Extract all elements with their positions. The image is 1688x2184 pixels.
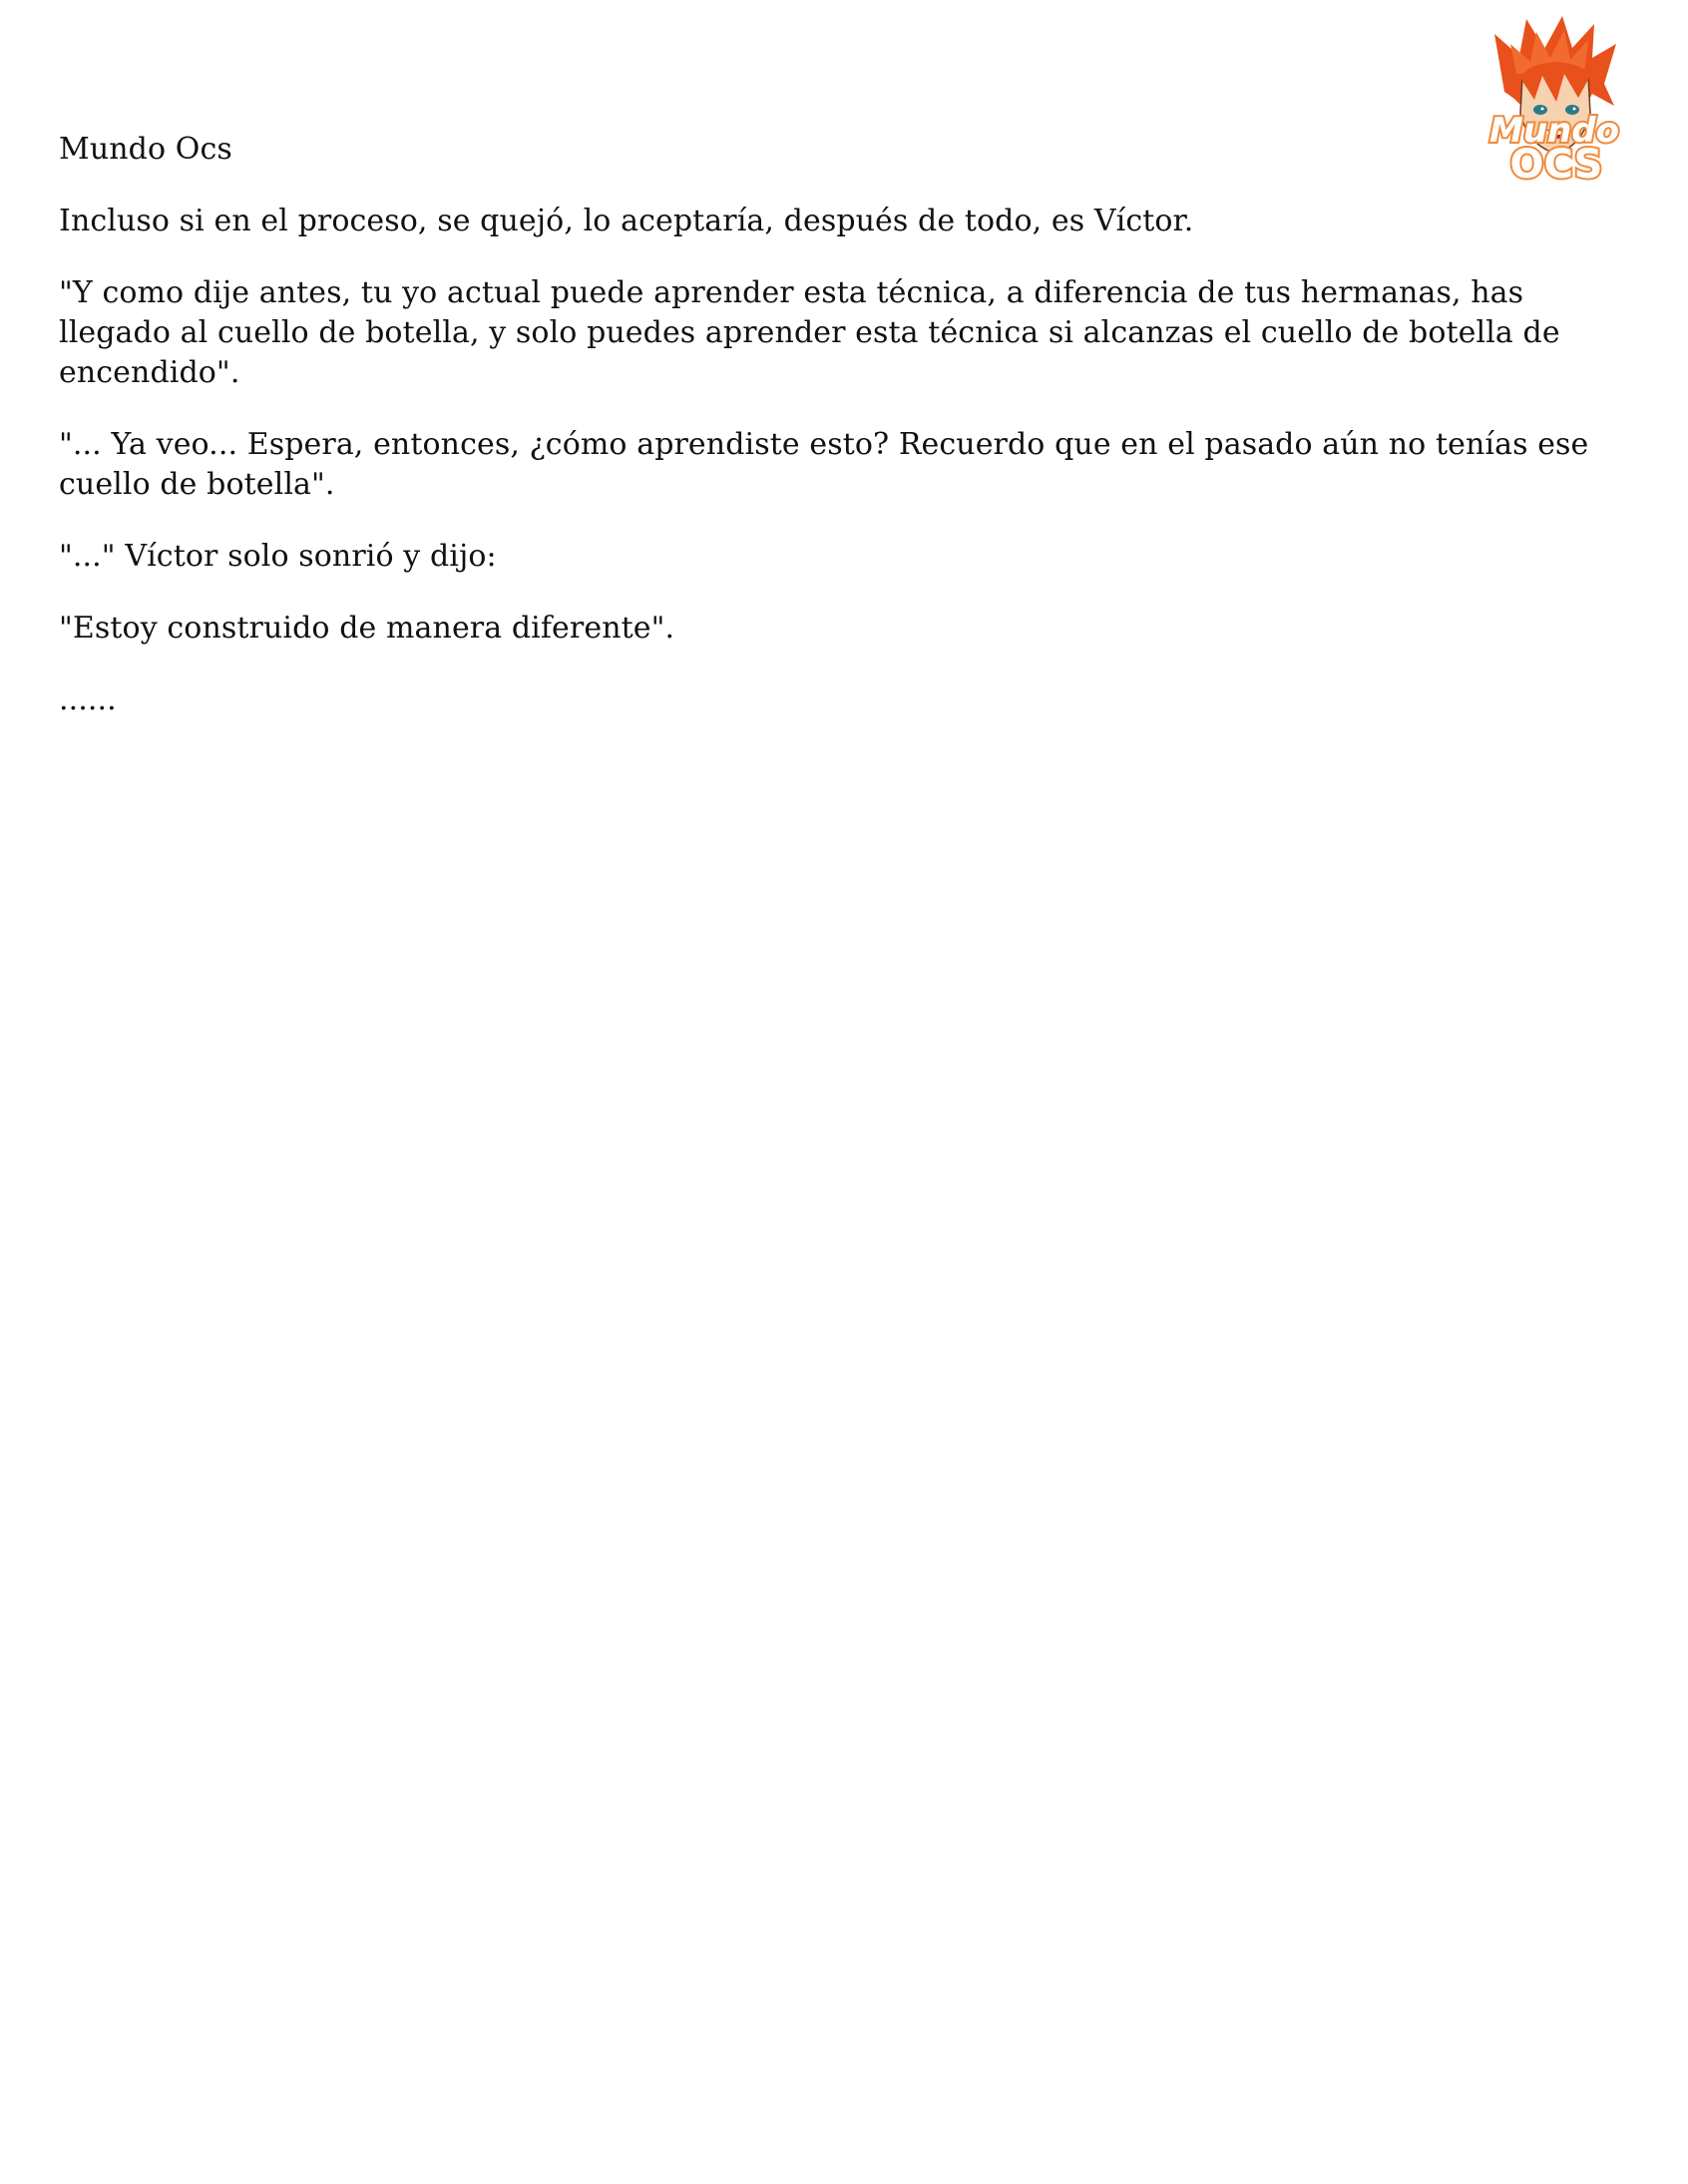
paragraph-1: Incluso si en el proceso, se quejó, lo aceptaría, después de todo, es Víctor. xyxy=(59,204,1194,238)
logo-text-line2: OCS xyxy=(1509,142,1603,188)
paragraph-5: "Estoy construido de manera diferente". xyxy=(59,611,675,646)
logo-text-line1: Mundo xyxy=(1489,111,1619,151)
paragraph-6: ...... xyxy=(59,682,117,717)
document-body xyxy=(59,130,1635,752)
paragraph-2: "Y como dije antes, tu yo actual puede aprender esta técnica, a diferencia de tus hermanas, has llegado al cuello de botella, y solo puedes aprender esta técnica si alcanzas el cuello de botella de encendido". xyxy=(59,275,1560,390)
paragraph-4: "..." Víctor solo sonrió y dijo: xyxy=(59,539,497,574)
page-header-title: Mundo Ocs xyxy=(59,132,232,167)
paragraph-3: "... Ya veo... Espera, entonces, ¿cómo aprendiste esto? Recuerdo que en el pasado aún no tenías ese cuello de botella". xyxy=(59,427,1589,502)
